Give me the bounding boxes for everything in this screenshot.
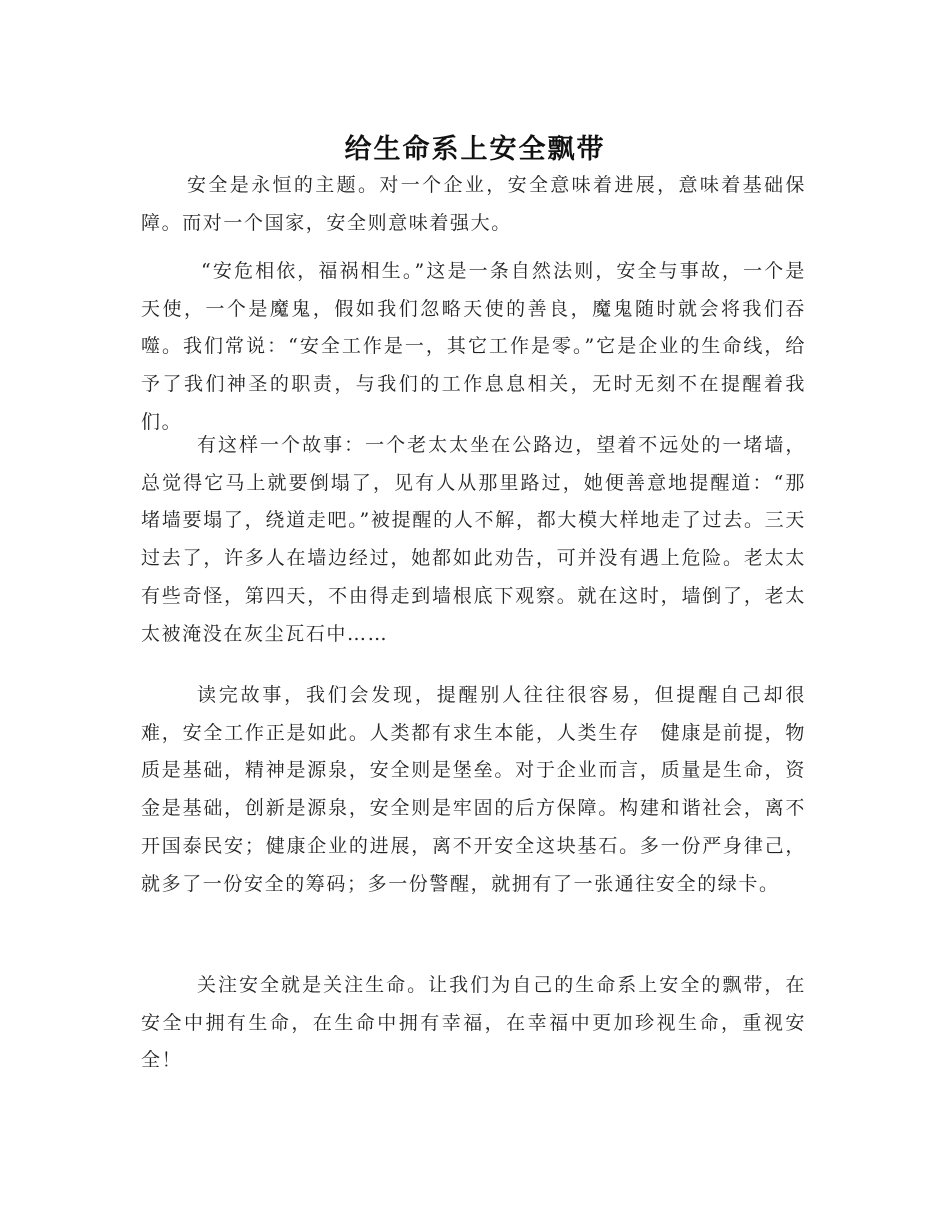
paragraph-5: 关注安全就是关注生命。让我们为自己的生命系上安全的飘带，在安全中拥有生命，在生命中拥有幸福，在幸福中更加珍视生命，重视安全！: [141, 974, 806, 1072]
document-title: 给生命系上安全飘带: [344, 134, 606, 166]
paragraph-4: 读完故事，我们会发现，提醒别人往往很容易，但提醒自己却很难，安全工作正是如此。人类都有求生本能，人类生存 健康是前提，物质是基础，精神是源泉，安全则是堡垒。对于企业而言，质量是生命，资金是基础，创新是源泉，安全则是牢固的后方保障。构建和谐社会，离不开国泰民安；健康企业的进展，离不开安全这块基石。多一份严身律己，就多了一份安全的筹码；多一份警醒，就拥有了一张通往安全的绿卡。: [141, 684, 806, 895]
paragraph-2: “安危相依，福祸相生。”这是一条自然法则，安全与事故，一个是天使，一个是魔鬼，假如我们忽略天使的善良，魔鬼随时就会将我们吞噬。我们常说：“安全工作是一，其它工作是零。”它是企业的生命线，给予了我们神圣的职责，与我们的工作息息相关，无时无刻不在提醒着我们。: [141, 260, 806, 433]
paragraph-1: 安全是永恒的主题。对一个企业，安全意味着进展，意味着基础保障。而对一个国家，安全则意味着强大。: [141, 174, 806, 234]
paragraph-3: 有这样一个故事：一个老太太坐在公路边，望着不远处的一堵墙，总觉得它马上就要倒塌了，见有人从那里路过，她便善意地提醒道：“那堵墙要塌了，绕道走吧。”被提醒的人不解，都大模大样地走了过去。三天过去了，许多人在墙边经过，她都如此劝告，可并没有遇上危险。老太太有些奇怪，第四天，不由得走到墙根底下观察。就在这时，墙倒了，老太太被淹没在灰尘瓦石中……: [141, 434, 806, 645]
